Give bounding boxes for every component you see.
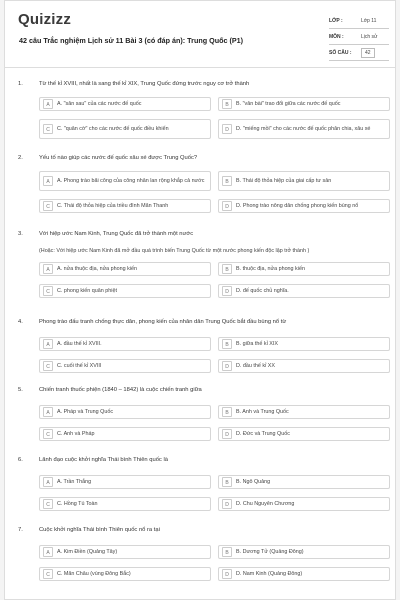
option-d[interactable] [218, 119, 390, 139]
worksheet-header [5, 1, 395, 68]
question-note: (Hoặc: Với hiệp ước Nam Kinh đã mở đầu quá trình biến Trung Quốc từ một nước phong kiến độc lập trở thành ) [39, 248, 310, 254]
question-number: 3. [18, 231, 23, 237]
option-letter: A [43, 176, 53, 186]
option-text: D. Nam Kinh (Quảng Đông) [236, 570, 303, 577]
option-text: B. Ngô Quảng [236, 478, 271, 485]
option-a[interactable] [39, 405, 211, 419]
option-letter: C [43, 124, 53, 134]
option-c[interactable] [39, 119, 211, 139]
option-b[interactable] [218, 545, 390, 559]
question-6 [18, 457, 390, 519]
question-number: 4. [18, 319, 23, 325]
meta-value: Lịch sử [361, 33, 378, 40]
meta-row-class [329, 13, 389, 29]
question-text: Phong trào đấu tranh chống thực dân, phong kiến của nhân dân Trung Quốc bắt đầu bùng nổ từ [39, 319, 287, 325]
option-text: C. phong kiến quân phiệt [57, 287, 117, 294]
option-letter: C [43, 499, 53, 509]
option-letter: B [222, 264, 232, 274]
option-text: D. "miếng mồi" cho các nước đế quốc phân chia, xâu xé [236, 125, 371, 132]
option-letter: C [43, 361, 53, 371]
question-number: 2. [18, 155, 23, 161]
question-1 [18, 81, 390, 147]
worksheet-page [4, 0, 396, 600]
option-letter: D [222, 499, 232, 509]
option-text: C. cuối thế kỉ XVIII [57, 362, 102, 369]
option-b[interactable] [218, 262, 390, 276]
question-text: Chiến tranh thuốc phiện (1840 – 1842) là cuộc chiến tranh giữa [39, 387, 202, 393]
option-b[interactable] [218, 337, 390, 351]
options [39, 337, 390, 381]
option-letter: B [222, 176, 232, 186]
question-line [18, 155, 390, 165]
question-4 [18, 319, 390, 381]
option-d[interactable] [218, 427, 390, 441]
option-letter: B [222, 339, 232, 349]
option-a[interactable] [39, 97, 211, 111]
question-line [18, 81, 390, 91]
option-letter: B [222, 99, 232, 109]
question-text: Lãnh đạo cuộc khởi nghĩa Thái bình Thiên quốc là [39, 457, 168, 463]
options [39, 262, 390, 306]
meta-value: 42 [361, 48, 375, 58]
option-d[interactable] [218, 497, 390, 511]
option-a[interactable] [39, 171, 211, 191]
question-line [18, 231, 390, 241]
meta-value: Lớp 11 [361, 17, 377, 24]
option-text: A. Phong trào bãi công của công nhân lan rộng khắp cả nước [57, 177, 205, 184]
question-number: 1. [18, 81, 23, 87]
option-text: D. Đức và Trung Quốc [236, 430, 290, 437]
option-text: A. Trần Thắng [57, 478, 92, 485]
option-letter: A [43, 547, 53, 557]
question-line [18, 319, 390, 329]
option-d[interactable] [218, 567, 390, 581]
option-a[interactable] [39, 262, 211, 276]
option-text: B. Dương Tử (Quảng Đông) [236, 548, 304, 555]
options [39, 475, 390, 519]
option-text: C. Anh và Pháp [57, 430, 95, 437]
meta-row-subject [329, 29, 389, 45]
options [39, 171, 390, 221]
option-letter: A [43, 407, 53, 417]
option-c[interactable] [39, 497, 211, 511]
option-text: A. Pháp và Trung Quốc [57, 408, 114, 415]
question-7 [18, 527, 390, 589]
option-letter: A [43, 477, 53, 487]
option-letter: C [43, 201, 53, 211]
question-line [18, 457, 390, 467]
option-letter: D [222, 124, 232, 134]
option-text: B. "vân bài" trao đổi giữa các nước đế quốc [236, 100, 341, 107]
option-text: A. nửa thuộc địa, nửa phong kiến [57, 265, 138, 272]
question-number: 5. [18, 387, 23, 393]
option-text: A. "sân sau" của các nước đế quốc [57, 100, 142, 107]
meta-row-count [329, 45, 389, 61]
option-c[interactable] [39, 427, 211, 441]
worksheet-title: 42 câu Trắc nghiệm Lịch sử 11 Bài 3 (có đáp án): Trung Quốc (P1) [19, 36, 244, 45]
option-text: A. đầu thế kỉ XVIII. [57, 340, 102, 347]
option-a[interactable] [39, 475, 211, 489]
option-b[interactable] [218, 171, 390, 191]
option-text: C. Mãn Châu (vùng Đông Bắc) [57, 570, 131, 577]
quizizz-logo: Quizizz [18, 11, 72, 28]
option-letter: C [43, 286, 53, 296]
option-text: D. Phong trào nông dân chống phong kiến bùng nổ [236, 202, 359, 209]
option-b[interactable] [218, 475, 390, 489]
option-text: B. Anh và Trung Quốc [236, 408, 289, 415]
option-letter: C [43, 569, 53, 579]
option-d[interactable] [218, 199, 390, 213]
worksheet-meta [329, 13, 389, 61]
meta-key: SỐ CÂU : [329, 49, 352, 56]
option-text: D. Chu Nguyên Chương [236, 500, 295, 507]
option-letter: D [222, 569, 232, 579]
option-letter: D [222, 361, 232, 371]
option-letter: D [222, 429, 232, 439]
option-text: B. thuộc địa, nửa phong kiến [236, 265, 305, 272]
option-letter: A [43, 339, 53, 349]
meta-key: LỚP : [329, 17, 343, 24]
option-text: C. "quân cờ" cho các nước đế quốc điều khiển [57, 125, 169, 132]
option-text: D. đế quốc chủ nghĩa. [236, 287, 289, 294]
option-c[interactable] [39, 567, 211, 581]
meta-value-wrap [359, 50, 389, 56]
option-letter: D [222, 286, 232, 296]
option-letter: D [222, 201, 232, 211]
option-c[interactable] [39, 199, 211, 213]
meta-key: MÔN : [329, 33, 344, 40]
option-a[interactable] [39, 337, 211, 351]
question-text: Yếu tố nào giúp các nước đế quốc xâu xé được Trung Quốc? [39, 155, 198, 161]
option-letter: A [43, 99, 53, 109]
option-text: C. Thái độ thỏa hiệp của triều đình Mãn Thanh [57, 202, 169, 209]
question-5 [18, 387, 390, 449]
question-text: Từ thế kỉ XVIII, nhất là sang thế kỉ XIX, Trung Quốc đứng trước nguy cơ trở thành [39, 81, 250, 87]
option-d[interactable] [218, 359, 390, 373]
option-a[interactable] [39, 545, 211, 559]
option-letter: B [222, 547, 232, 557]
options [39, 405, 390, 449]
option-text: A. Kim Điền (Quảng Tây) [57, 548, 118, 555]
option-text: B. Thái độ thỏa hiệp của giai cấp tư sản [236, 177, 332, 184]
question-number: 6. [18, 457, 23, 463]
options [39, 97, 390, 147]
question-text: Với hiệp ước Nam Kinh, Trung Quốc đã trở thành một nước [39, 231, 194, 237]
option-c[interactable] [39, 284, 211, 298]
option-text: D. đầu thế kỉ XX [236, 362, 275, 369]
question-number: 7. [18, 527, 23, 533]
option-b[interactable] [218, 97, 390, 111]
option-letter: B [222, 407, 232, 417]
question-text: Cuộc khởi nghĩa Thái bình Thiên quốc nổ ra tại [39, 527, 160, 533]
question-line [18, 527, 390, 537]
option-text: C. Hồng Tú Toàn [57, 500, 98, 507]
option-text: B. giữa thế kỉ XIX [236, 340, 278, 347]
option-b[interactable] [218, 405, 390, 419]
option-d[interactable] [218, 284, 390, 298]
option-c[interactable] [39, 359, 211, 373]
question-line [18, 387, 390, 397]
question-2 [18, 155, 390, 221]
option-letter: A [43, 264, 53, 274]
option-letter: B [222, 477, 232, 487]
option-letter: C [43, 429, 53, 439]
question-3 [18, 231, 390, 306]
options [39, 545, 390, 589]
